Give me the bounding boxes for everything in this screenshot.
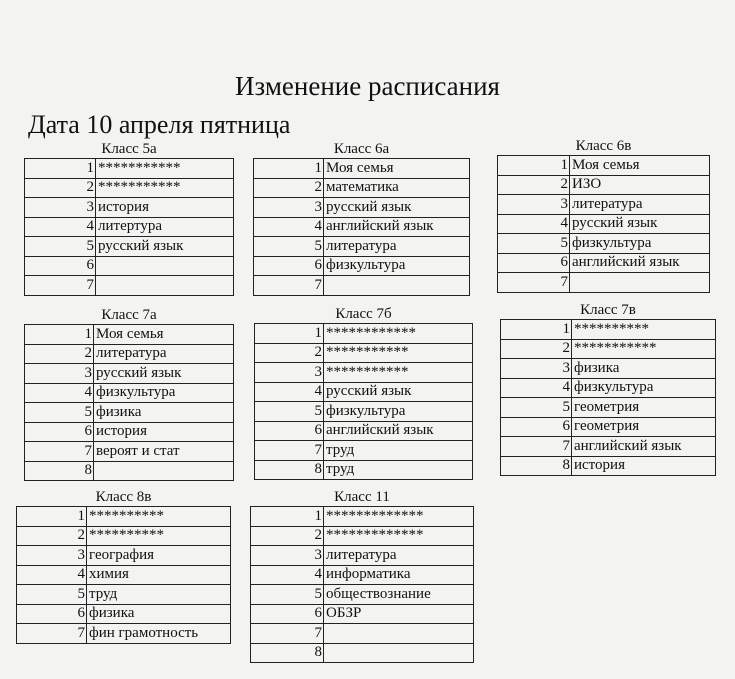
lesson-number: 5 — [17, 585, 87, 605]
lesson-row — [255, 421, 473, 441]
lesson-subject: история — [96, 198, 234, 218]
lesson-row — [501, 378, 716, 398]
lesson-number: 5 — [255, 402, 324, 422]
lesson-subject: *********** — [96, 178, 234, 198]
lesson-row — [254, 217, 470, 237]
lesson-row — [25, 276, 234, 296]
lesson-number: 4 — [25, 217, 96, 237]
lesson-row — [255, 363, 473, 383]
class-caption: Класс 7в — [580, 302, 636, 318]
lesson-subject: геометрия — [572, 417, 716, 437]
lesson-row — [255, 382, 473, 402]
class-caption: Класс 5а — [101, 141, 157, 157]
lesson-number: 1 — [251, 507, 324, 527]
lesson-number: 1 — [254, 159, 324, 179]
schedule-block-11 — [250, 489, 474, 663]
lesson-subject: физкультура — [94, 383, 234, 403]
lesson-subject: геометрия — [572, 398, 716, 418]
lesson-number: 7 — [17, 624, 87, 644]
lesson-subject: ********** — [572, 320, 716, 340]
lesson-number: 7 — [498, 273, 570, 293]
lesson-subject: ********** — [87, 526, 231, 546]
lesson-row — [501, 320, 716, 340]
lesson-subject: история — [572, 456, 716, 476]
class-caption: Класс 6в — [575, 138, 632, 154]
lesson-number: 2 — [17, 526, 87, 546]
lesson-row — [251, 624, 474, 644]
lesson-subject: *********** — [96, 159, 234, 179]
class-caption: Класс 11 — [334, 489, 390, 505]
lesson-subject: ИЗО — [570, 175, 710, 195]
lesson-row — [498, 195, 710, 215]
lesson-number: 8 — [25, 461, 94, 481]
lesson-number: 6 — [254, 256, 324, 276]
lesson-subject: Моя семья — [324, 159, 470, 179]
lesson-row — [255, 324, 473, 344]
lesson-subject: литература — [570, 195, 710, 215]
lesson-number: 5 — [251, 585, 324, 605]
lesson-row — [17, 624, 231, 644]
lesson-number: 5 — [498, 234, 570, 254]
lesson-number: 1 — [25, 159, 96, 179]
lesson-row — [251, 565, 474, 585]
lesson-row — [25, 217, 234, 237]
lesson-subject: труд — [324, 460, 473, 480]
lesson-number: 4 — [17, 565, 87, 585]
lesson-row — [501, 456, 716, 476]
lesson-subject: Моя семья — [570, 156, 710, 176]
lesson-subject: английский язык — [570, 253, 710, 273]
lesson-number: 6 — [251, 604, 324, 624]
lesson-number: 2 — [498, 175, 570, 195]
lesson-number: 6 — [501, 417, 572, 437]
lesson-row — [25, 256, 234, 276]
lesson-subject: физкультура — [324, 402, 473, 422]
lesson-subject: ************* — [324, 507, 474, 527]
lesson-subject — [94, 461, 234, 481]
schedule-block-6a — [253, 141, 470, 296]
lesson-subject: информатика — [324, 565, 474, 585]
lesson-subject: фин грамотность — [87, 624, 231, 644]
lesson-row — [25, 442, 234, 462]
lesson-subject: ОБЗР — [324, 604, 474, 624]
lesson-row — [498, 214, 710, 234]
schedule-table — [24, 158, 234, 296]
lesson-row — [255, 343, 473, 363]
lesson-subject: физика — [572, 359, 716, 379]
lesson-number: 7 — [254, 276, 324, 296]
lesson-subject: литература — [324, 546, 474, 566]
lesson-number: 3 — [255, 363, 324, 383]
lesson-subject: *********** — [324, 363, 473, 383]
class-caption: Класс 7б — [335, 306, 392, 322]
lesson-row — [17, 507, 231, 527]
schedule-table — [500, 319, 716, 476]
schedule-block-8v — [16, 489, 231, 644]
lesson-row — [17, 604, 231, 624]
lesson-number: 2 — [251, 526, 324, 546]
lesson-subject: *********** — [572, 339, 716, 359]
lesson-subject: Моя семья — [94, 325, 234, 345]
lesson-row — [498, 253, 710, 273]
schedule-block-7a — [24, 307, 234, 481]
lesson-subject: математика — [324, 178, 470, 198]
lesson-number: 8 — [501, 456, 572, 476]
lesson-number: 2 — [501, 339, 572, 359]
class-caption: Класс 8в — [95, 489, 152, 505]
lesson-row — [17, 565, 231, 585]
lesson-row — [498, 273, 710, 293]
lesson-number: 7 — [255, 441, 324, 461]
lesson-row — [251, 507, 474, 527]
lesson-row — [498, 175, 710, 195]
lesson-row — [501, 437, 716, 457]
lesson-row — [25, 403, 234, 423]
lesson-row — [254, 256, 470, 276]
lesson-number: 7 — [25, 442, 94, 462]
lesson-row — [25, 383, 234, 403]
lesson-number: 2 — [25, 178, 96, 198]
class-caption: Класс 6а — [333, 141, 390, 157]
lesson-row — [254, 198, 470, 218]
lesson-subject: физкультура — [570, 234, 710, 254]
schedule-table — [253, 158, 470, 296]
lesson-subject: физика — [87, 604, 231, 624]
lesson-number: 3 — [501, 359, 572, 379]
lesson-subject: физика — [94, 403, 234, 423]
lesson-subject: русский язык — [570, 214, 710, 234]
lesson-row — [25, 461, 234, 481]
lesson-subject: химия — [87, 565, 231, 585]
lesson-number: 7 — [25, 276, 96, 296]
lesson-subject — [570, 273, 710, 293]
lesson-row — [501, 339, 716, 359]
lesson-subject: литература — [94, 344, 234, 364]
lesson-number: 7 — [251, 624, 324, 644]
lesson-number: 3 — [251, 546, 324, 566]
lesson-number: 8 — [251, 643, 324, 663]
lesson-row — [501, 398, 716, 418]
lesson-subject: литертура — [96, 217, 234, 237]
lesson-number: 2 — [254, 178, 324, 198]
lesson-number: 7 — [501, 437, 572, 457]
lesson-row — [251, 526, 474, 546]
schedule-block-7v — [500, 302, 716, 476]
lesson-number: 3 — [25, 364, 94, 384]
schedule-table — [250, 506, 474, 663]
lesson-subject: труд — [87, 585, 231, 605]
lesson-number: 3 — [25, 198, 96, 218]
lesson-number: 5 — [25, 403, 94, 423]
lesson-number: 6 — [17, 604, 87, 624]
lesson-row — [255, 402, 473, 422]
lesson-row — [25, 344, 234, 364]
lesson-subject: физкультура — [572, 378, 716, 398]
lesson-number: 3 — [17, 546, 87, 566]
lesson-row — [254, 159, 470, 179]
date-line: Дата 10 апреля пятница — [28, 110, 291, 139]
lesson-subject: ************ — [324, 324, 473, 344]
lesson-row — [17, 585, 231, 605]
lesson-subject: *********** — [324, 343, 473, 363]
lesson-row — [25, 178, 234, 198]
lesson-subject: география — [87, 546, 231, 566]
lesson-number: 4 — [251, 565, 324, 585]
lesson-number: 6 — [25, 422, 94, 442]
schedule-table — [24, 324, 234, 481]
lesson-subject: вероят и стат — [94, 442, 234, 462]
lesson-number: 4 — [498, 214, 570, 234]
lesson-number: 4 — [501, 378, 572, 398]
lesson-subject: физкультура — [324, 256, 470, 276]
lesson-subject: ********** — [87, 507, 231, 527]
lesson-row — [25, 198, 234, 218]
lesson-subject: ************* — [324, 526, 474, 546]
lesson-subject: английский язык — [324, 217, 470, 237]
lesson-subject: труд — [324, 441, 473, 461]
lesson-number: 1 — [501, 320, 572, 340]
lesson-row — [25, 422, 234, 442]
lesson-row — [498, 156, 710, 176]
lesson-number: 1 — [498, 156, 570, 176]
lesson-number: 5 — [501, 398, 572, 418]
class-caption: Класс 7а — [101, 307, 157, 323]
lesson-row — [251, 585, 474, 605]
schedule-block-7b — [254, 306, 473, 480]
lesson-number: 5 — [254, 237, 324, 257]
lesson-row — [254, 237, 470, 257]
lesson-row — [501, 359, 716, 379]
lesson-subject: обществознание — [324, 585, 474, 605]
lesson-subject: русский язык — [324, 198, 470, 218]
lesson-number: 3 — [498, 195, 570, 215]
lesson-number: 6 — [255, 421, 324, 441]
schedule-table — [16, 506, 231, 644]
lesson-number: 4 — [25, 383, 94, 403]
lesson-row — [254, 276, 470, 296]
lesson-row — [25, 364, 234, 384]
lesson-row — [498, 234, 710, 254]
lesson-subject — [324, 276, 470, 296]
lesson-row — [17, 526, 231, 546]
lesson-number: 6 — [498, 253, 570, 273]
lesson-number: 2 — [255, 343, 324, 363]
lesson-row — [251, 604, 474, 624]
lesson-number: 4 — [254, 217, 324, 237]
lesson-row — [255, 441, 473, 461]
lesson-row — [25, 237, 234, 257]
lesson-number: 1 — [17, 507, 87, 527]
lesson-row — [254, 178, 470, 198]
page-title: Изменение расписания — [235, 71, 500, 101]
lesson-subject — [324, 624, 474, 644]
lesson-subject: литература — [324, 237, 470, 257]
schedule-table — [254, 323, 473, 480]
schedule-table — [497, 155, 710, 293]
lesson-subject — [324, 643, 474, 663]
lesson-number: 2 — [25, 344, 94, 364]
lesson-number: 5 — [25, 237, 96, 257]
lesson-subject: английский язык — [324, 421, 473, 441]
lesson-number: 1 — [25, 325, 94, 345]
lesson-row — [25, 325, 234, 345]
lesson-number: 6 — [25, 256, 96, 276]
lesson-subject: русский язык — [324, 382, 473, 402]
lesson-subject: английский язык — [572, 437, 716, 457]
lesson-subject — [96, 256, 234, 276]
lesson-row — [17, 546, 231, 566]
lesson-number: 3 — [254, 198, 324, 218]
lesson-number: 1 — [255, 324, 324, 344]
lesson-subject: история — [94, 422, 234, 442]
schedule-block-5a — [24, 141, 234, 296]
lesson-row — [251, 546, 474, 566]
lesson-row — [501, 417, 716, 437]
lesson-number: 8 — [255, 460, 324, 480]
lesson-row — [251, 643, 474, 663]
lesson-number: 4 — [255, 382, 324, 402]
lesson-subject: русский язык — [94, 364, 234, 384]
lesson-row — [255, 460, 473, 480]
lesson-subject: русский язык — [96, 237, 234, 257]
lesson-row — [25, 159, 234, 179]
schedule-block-6v — [497, 138, 710, 293]
lesson-subject — [96, 276, 234, 296]
